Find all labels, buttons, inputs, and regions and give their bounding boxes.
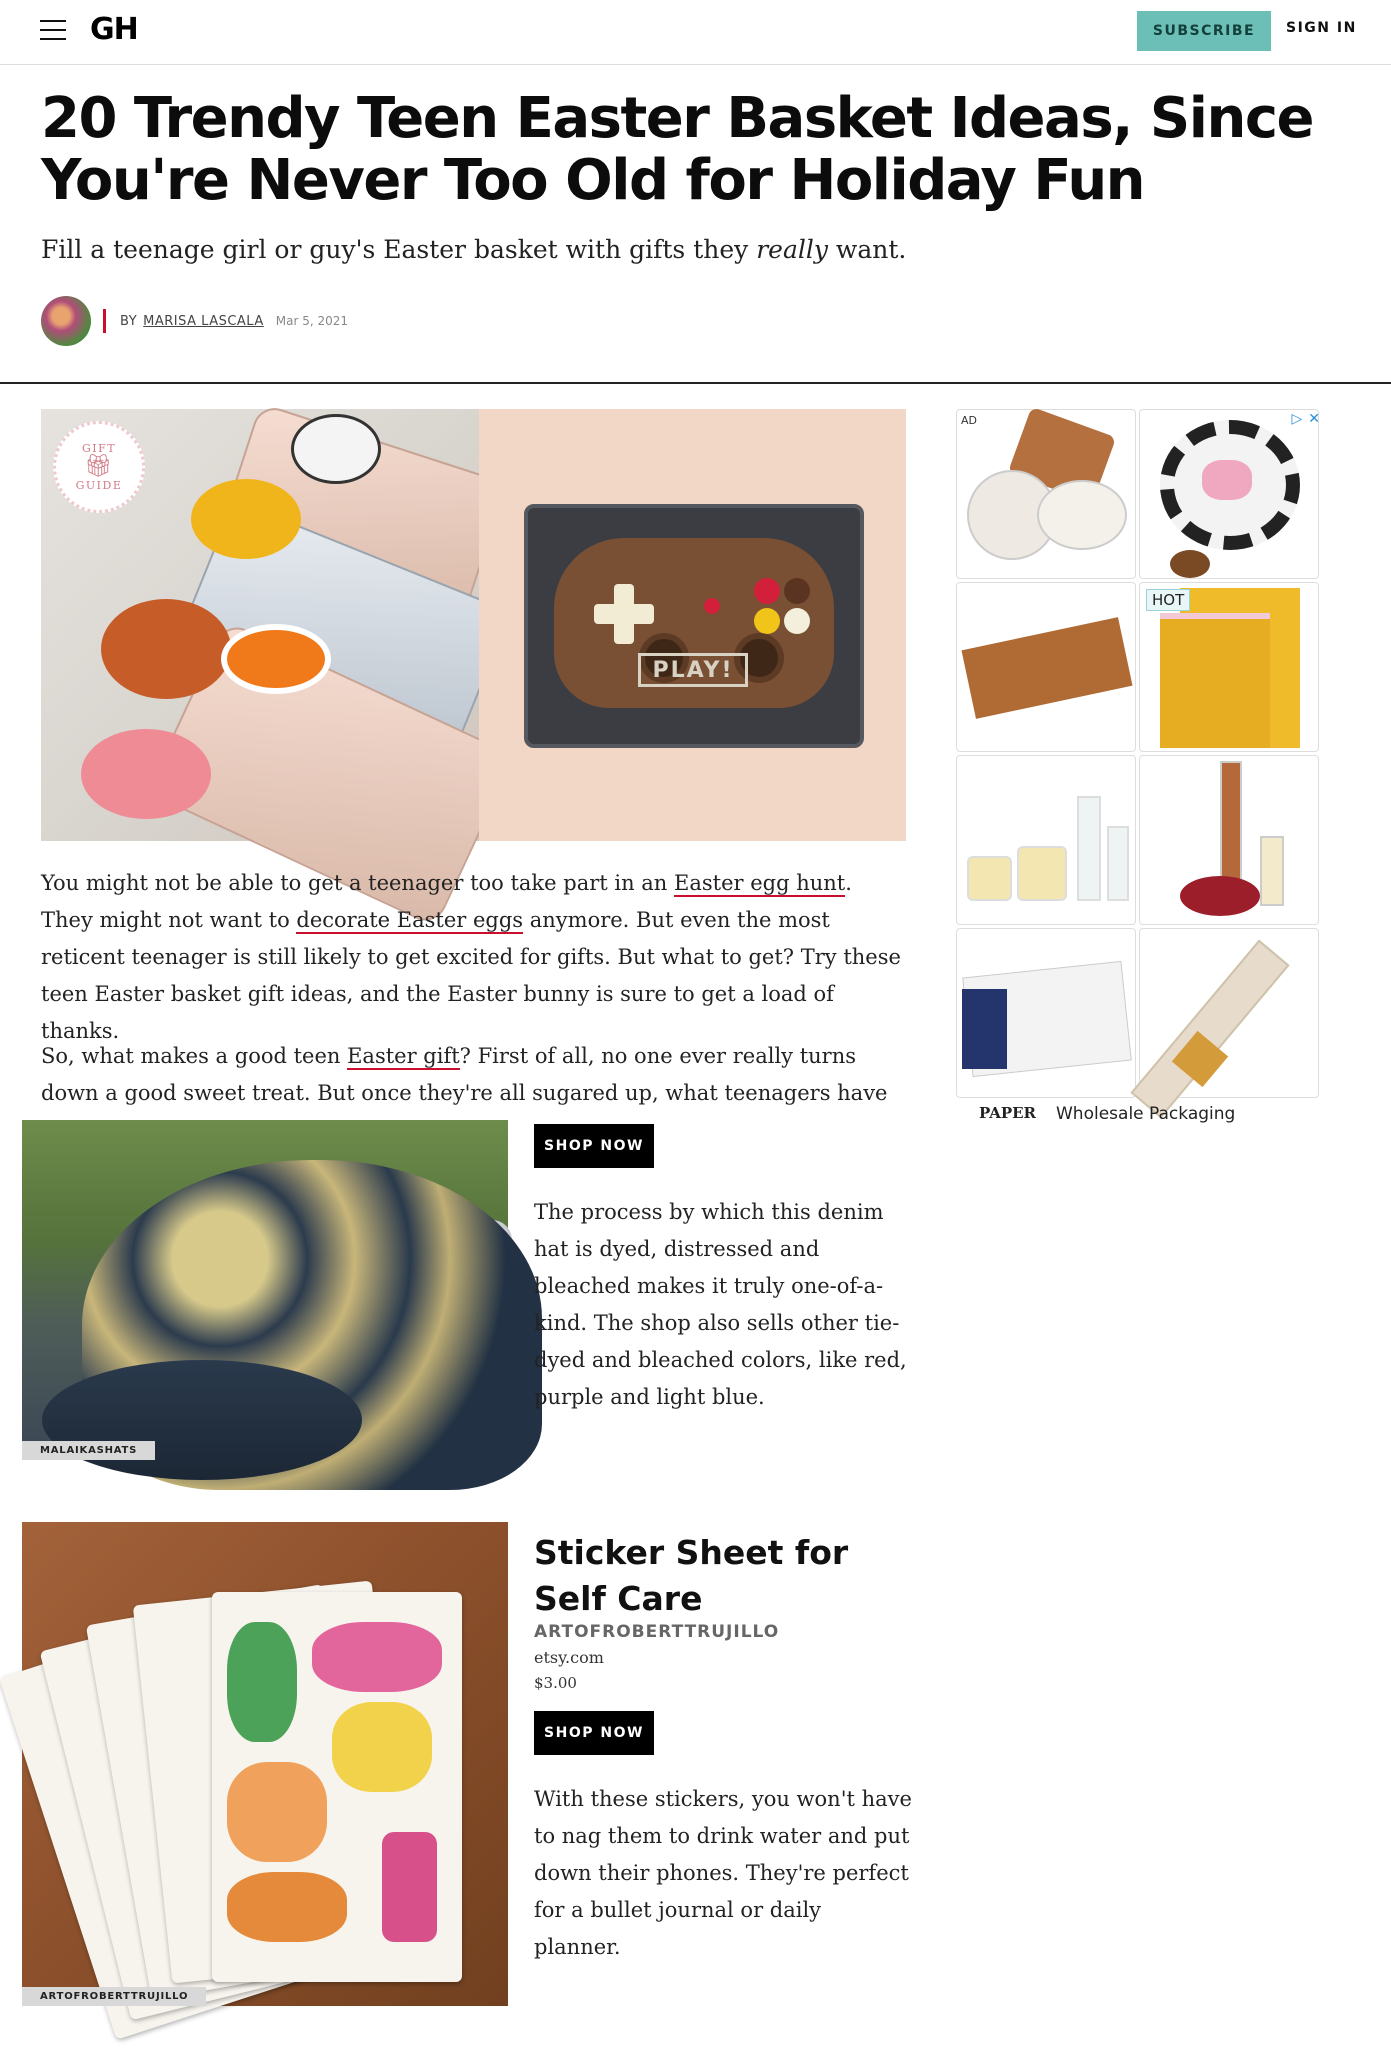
lion-charm bbox=[191, 479, 301, 559]
white-lid-image bbox=[1037, 480, 1127, 550]
sticker-put-your-phone-down bbox=[227, 1622, 297, 1742]
play-embossed-label: PLAY! bbox=[638, 653, 748, 687]
ad-tile[interactable] bbox=[956, 409, 1136, 579]
hero-image-cable-bites bbox=[41, 409, 479, 841]
sticker-sheet-front bbox=[212, 1592, 462, 1982]
clear-tube-image bbox=[1107, 826, 1129, 901]
product-price: $3.00 bbox=[534, 1674, 577, 1692]
decorate-easter-eggs-link[interactable]: decorate Easter eggs bbox=[296, 908, 524, 932]
subscribe-button[interactable]: SUBSCRIBE bbox=[1137, 11, 1271, 51]
gift-icon: 🎁︎ bbox=[84, 454, 114, 479]
sticker-contact-your-friends bbox=[227, 1762, 327, 1862]
hero-image bbox=[41, 409, 906, 841]
controller-button bbox=[754, 578, 780, 604]
author-link[interactable]: MARISA LASCALA bbox=[143, 313, 264, 329]
ad-controls bbox=[1285, 411, 1320, 427]
dpad-vertical bbox=[614, 584, 634, 644]
bubble-mailer-image bbox=[1160, 613, 1270, 748]
site-header bbox=[0, 0, 1391, 65]
kraft-box-image bbox=[961, 617, 1132, 719]
sticker-get-outside bbox=[332, 1702, 432, 1792]
ad-tile[interactable] bbox=[1139, 582, 1319, 752]
site-logo[interactable]: GH bbox=[90, 12, 138, 47]
p1-text: . They might not want to bbox=[41, 871, 852, 932]
clear-tube-image bbox=[1077, 796, 1101, 901]
badge-top-text: GIFT bbox=[81, 442, 117, 455]
panda-charm bbox=[291, 414, 381, 484]
p2-text: So, what makes a good teen bbox=[41, 1044, 348, 1068]
fish-charm bbox=[221, 624, 331, 694]
rose-petals-image bbox=[1180, 876, 1260, 916]
hat-brim bbox=[42, 1360, 362, 1480]
product-description: The process by which this denim hat is dyed, distressed and bleached makes it truly one-of-a-kind. The shop also sells other tie-dyed and bleached colors, like red, purple and light blue. bbox=[534, 1200, 907, 1409]
ad-label: AD bbox=[958, 413, 980, 428]
gift-guide-badge bbox=[53, 421, 145, 513]
product-image-sticker-sheet[interactable] bbox=[22, 1522, 508, 2006]
tin-lid-image bbox=[1170, 550, 1210, 578]
product-image-denim-hat[interactable] bbox=[22, 1120, 508, 1460]
gummy-candy-image bbox=[1202, 460, 1252, 500]
product-title[interactable]: Sticker Sheet for Self Care bbox=[534, 1533, 849, 1618]
clear-tube-image bbox=[1260, 836, 1284, 906]
header-divider bbox=[0, 382, 1391, 384]
ad-tile[interactable] bbox=[1139, 755, 1319, 925]
photo-credit: MALAIKASHATS bbox=[22, 1441, 155, 1460]
chocolate-box bbox=[524, 504, 864, 748]
sign-in-link[interactable]: SIGN IN bbox=[1286, 20, 1357, 36]
byline-prefix: BY bbox=[120, 313, 138, 329]
pig-charm bbox=[81, 729, 211, 819]
shop-now-button[interactable]: SHOP NOW bbox=[534, 1711, 654, 1755]
controller-button bbox=[784, 608, 810, 634]
intro-paragraph bbox=[41, 865, 906, 1050]
p2-text: ? First of all, no one ever really turns down a good sweet treat. But once they're all sugared up, what teenagers have bbox=[41, 1044, 888, 1105]
author-avatar[interactable] bbox=[41, 296, 91, 346]
ad-brand: PAPER bbox=[979, 1104, 1037, 1122]
dek-text: Fill a teenage girl or guy's Easter basket with gifts they bbox=[41, 235, 757, 264]
article-dek bbox=[41, 235, 906, 264]
ad-footer bbox=[956, 1104, 1324, 1124]
easter-gift-link[interactable]: Easter gift bbox=[347, 1044, 460, 1068]
dek-emphasis: really bbox=[756, 235, 828, 264]
controller-button bbox=[704, 598, 720, 614]
ad-tile[interactable] bbox=[956, 928, 1136, 1098]
display-ad[interactable] bbox=[956, 409, 1324, 1124]
photo-credit: ARTOFROBERTTRUJILLO bbox=[22, 1987, 206, 2006]
article-headline: 20 Trendy Teen Easter Basket Ideas, Since You're Never Too Old for Holiday Fun bbox=[41, 86, 1313, 213]
sticker-exercise bbox=[227, 1872, 347, 1942]
byline-divider bbox=[103, 309, 106, 333]
shop-now-button[interactable]: SHOP NOW bbox=[534, 1124, 654, 1168]
product-retailer: etsy.com bbox=[534, 1648, 604, 1667]
product-brand: ARTOFROBERTTRUJILLO bbox=[534, 1622, 780, 1642]
byline bbox=[41, 296, 348, 346]
controller-button bbox=[754, 608, 780, 634]
close-icon[interactable]: ✕ bbox=[1308, 411, 1320, 427]
p1-text: You might not be able to get a teenager too take part in an bbox=[41, 871, 675, 895]
easter-egg-hunt-link[interactable]: Easter egg hunt bbox=[674, 871, 846, 895]
mailing-tube-image bbox=[1130, 940, 1289, 1119]
hot-tag: HOT bbox=[1146, 589, 1190, 611]
ad-choices-icon[interactable]: ▷ bbox=[1291, 411, 1303, 427]
badge-bottom-text: GUIDE bbox=[75, 479, 123, 492]
clear-container-image bbox=[1017, 846, 1067, 901]
product-description: With these stickers, you won't have to nag them to drink water and put down their phones. They're perfect for a bullet journal or daily planner. bbox=[534, 1787, 912, 1959]
ad-product-grid bbox=[956, 409, 1324, 1098]
ad-slogan: Wholesale Packaging bbox=[1056, 1104, 1236, 1124]
denim-image bbox=[962, 989, 1007, 1069]
publish-date: Mar 5, 2021 bbox=[275, 314, 349, 328]
clear-container-image bbox=[967, 856, 1012, 901]
sticker-sketch bbox=[312, 1622, 442, 1692]
sticker-drink-more-water bbox=[382, 1832, 437, 1942]
hero-image-chocolate-controller bbox=[479, 409, 906, 841]
ad-tile[interactable] bbox=[1139, 928, 1319, 1098]
dek-text-end: want. bbox=[827, 235, 907, 264]
controller-button bbox=[784, 578, 810, 604]
ad-tile[interactable] bbox=[956, 755, 1136, 925]
ad-tile[interactable] bbox=[1139, 409, 1319, 579]
p1-text: anymore. But even the most reticent teenager is still likely to get excited for gifts. But what to get? Try these teen Easter basket gift ideas, and the Easter bunny is sure to get a load of thanks. bbox=[41, 908, 901, 1043]
second-paragraph bbox=[41, 1038, 906, 1112]
hamburger-menu-icon[interactable] bbox=[40, 20, 66, 42]
ad-tile[interactable] bbox=[956, 582, 1136, 752]
dog-charm bbox=[101, 599, 231, 699]
